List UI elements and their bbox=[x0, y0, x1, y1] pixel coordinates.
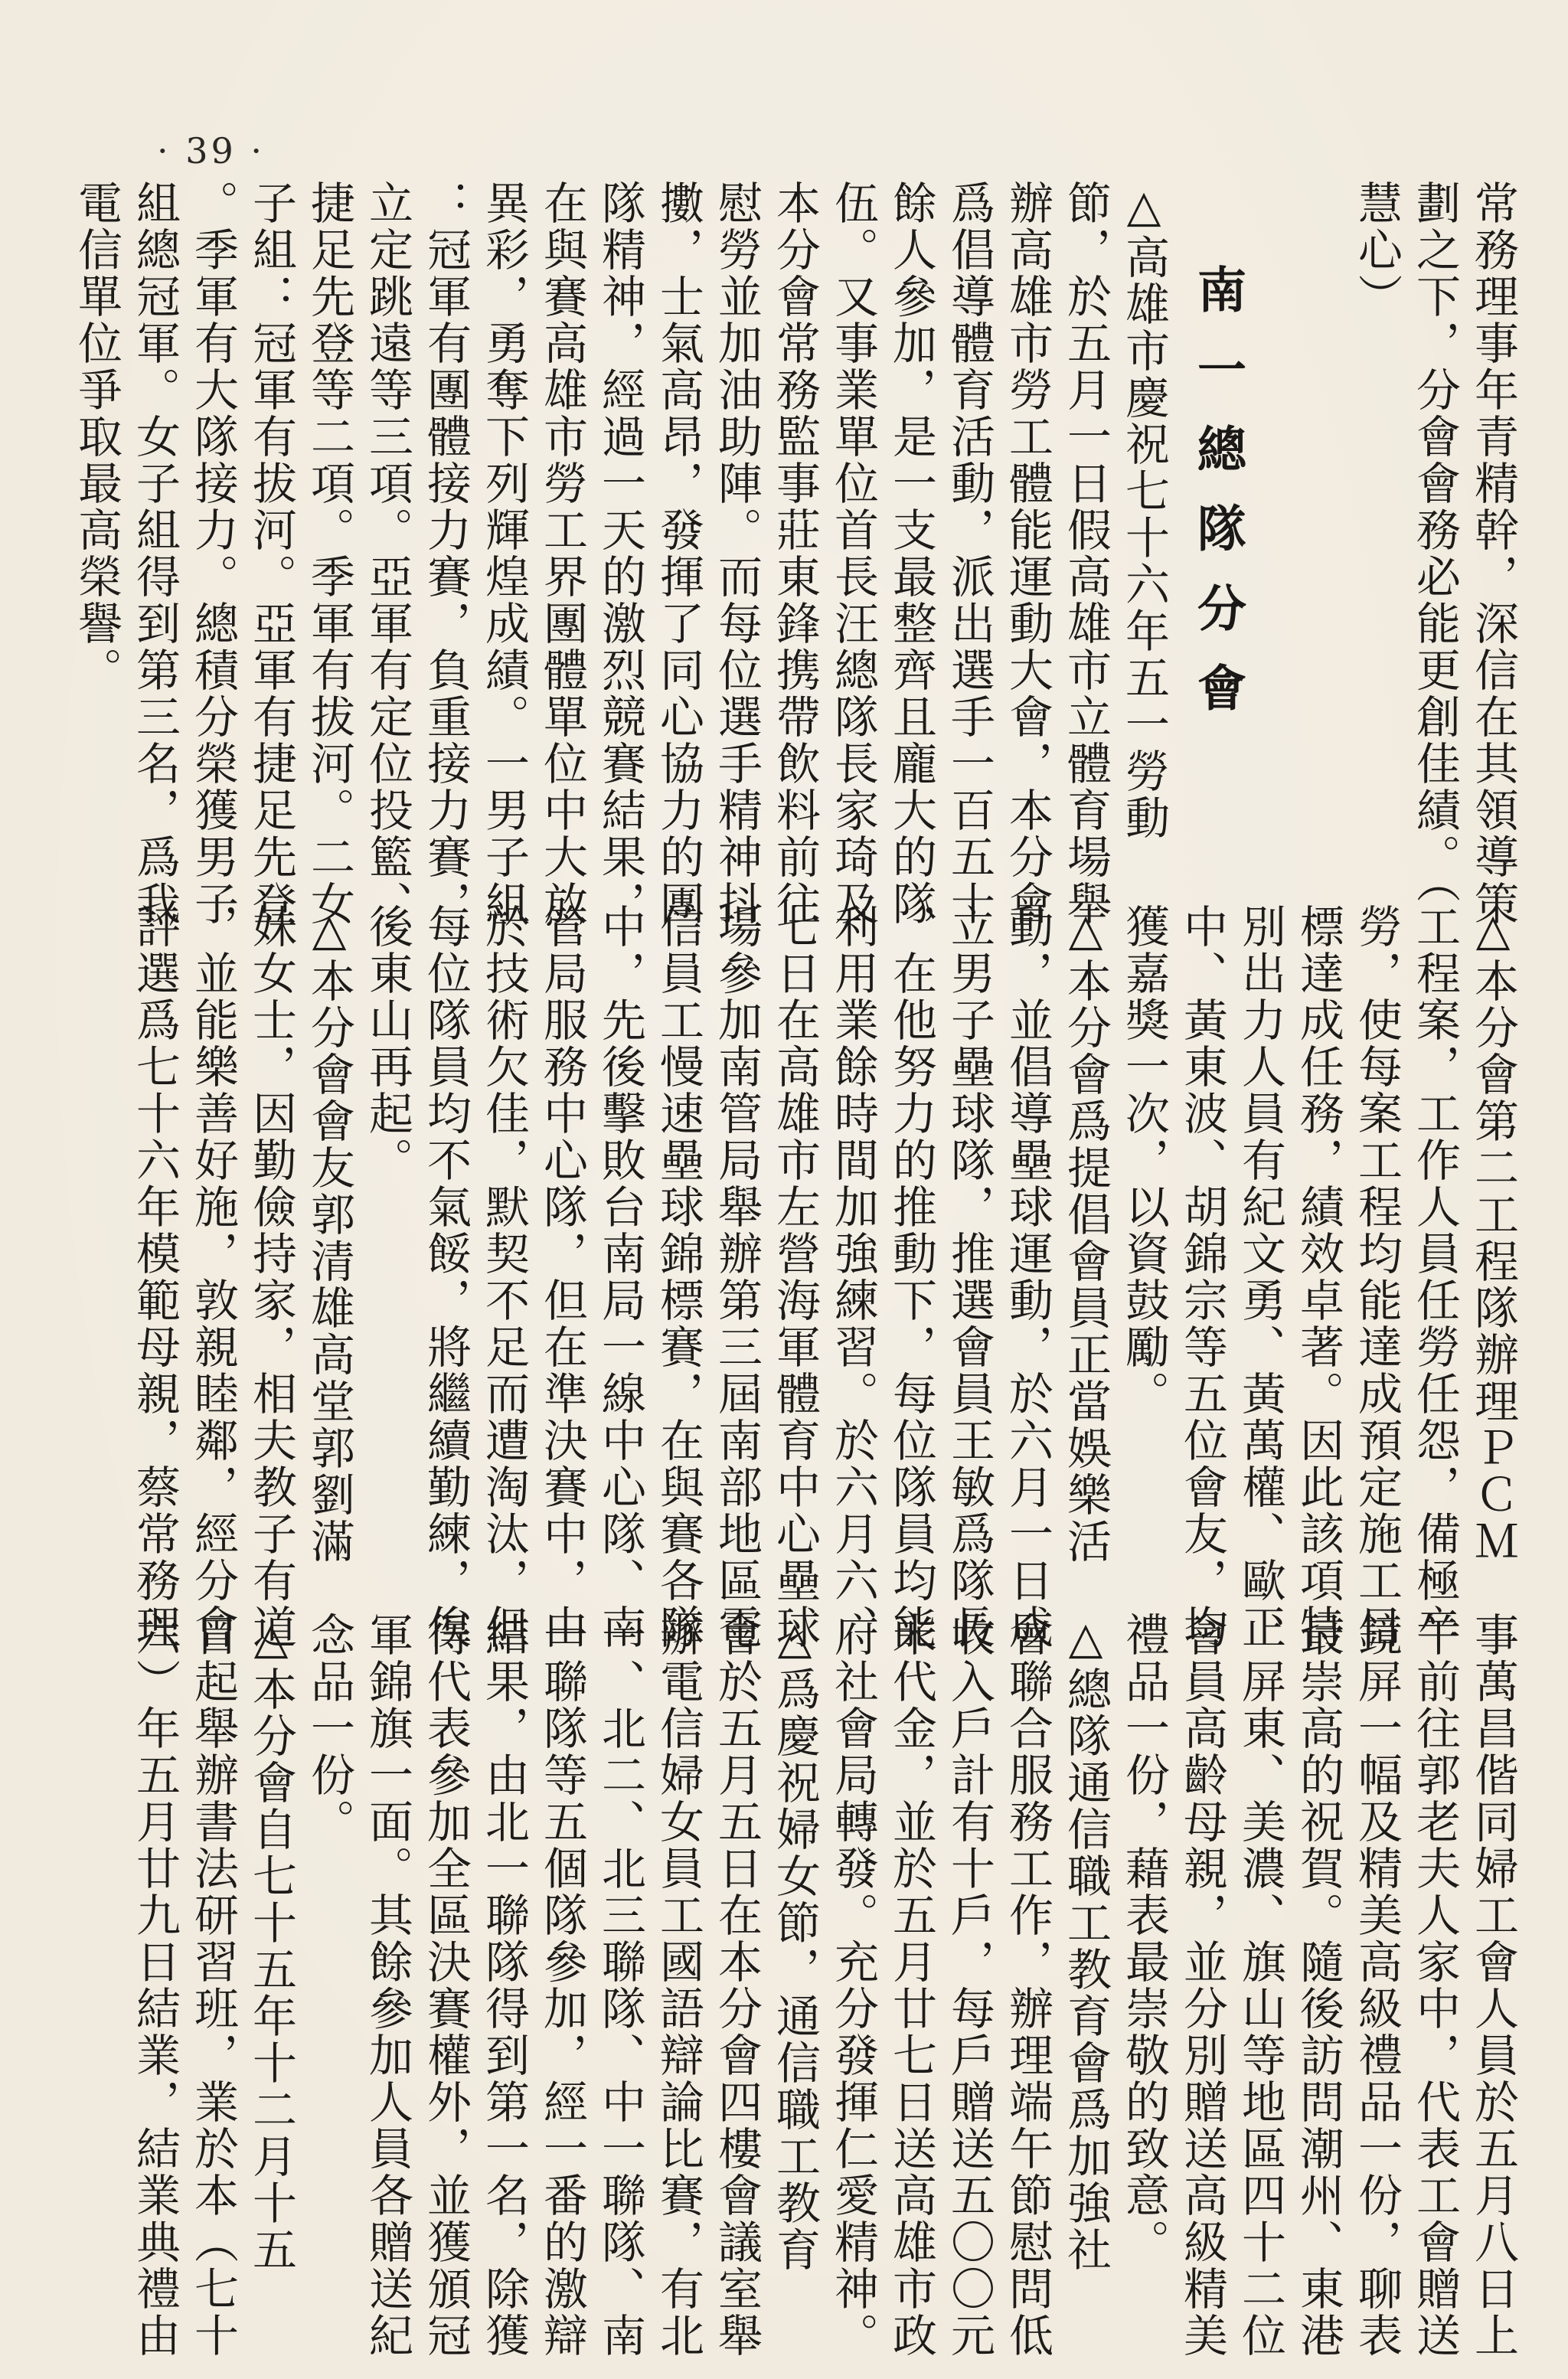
middle-line: 中、黃東波、胡錦宗等五位會友，均 bbox=[1176, 904, 1228, 1651]
bottom-line: 一、北二、北三聯隊、中一聯隊、南 bbox=[594, 1612, 646, 2359]
top-line: 爲倡導體育活動，派出選手一百五十 bbox=[943, 180, 995, 927]
middle-line: △本分會爲提倡會員正當娛樂活 bbox=[1060, 904, 1112, 1565]
top-line: 伍。又事業單位首長汪總隊長家琦及 bbox=[827, 180, 879, 927]
middle-line: 勞，使每案工程均能達成預定施工目 bbox=[1351, 904, 1403, 1651]
top-line: 電信單位爭取最高榮譽。 bbox=[70, 180, 122, 694]
top-line: 子組：冠軍有拔河。亞軍有捷足先登 bbox=[245, 180, 297, 927]
top-line: 異彩，勇奪下列輝煌成績。一男子組 bbox=[478, 180, 530, 927]
top-line: ：冠軍有團體接力賽，負重接力賽， bbox=[420, 180, 472, 927]
bottom-tier-text bbox=[126, 1612, 1522, 2359]
middle-line: △本分會第二工程隊辦理ＰＣＭ bbox=[1467, 904, 1519, 1565]
bottom-line: △本分會自七十五年十二月十五 bbox=[245, 1612, 297, 2273]
middle-line: 場參加南管局舉辦第三屆南部地區電 bbox=[710, 904, 763, 1651]
top-line: 慰勞並加油助陣。而每位選手精神抖 bbox=[710, 180, 763, 927]
top-line: 慧心） bbox=[1351, 180, 1403, 320]
top-line: 擻，士氣高昂，發揮了同心協力的團 bbox=[652, 180, 704, 927]
section-heading: 南一總隊分會 bbox=[1189, 264, 1246, 742]
top-tier-text bbox=[67, 180, 1522, 927]
bottom-line: 禮品一份，藉表最崇敬的致意。 bbox=[1118, 1612, 1170, 2266]
paragraph-start: △高雄市慶祝七十六年五一勞動 bbox=[1118, 180, 1170, 841]
top-line: 本分會常務監事莊東鋒携帶飲料前往 bbox=[769, 180, 821, 927]
bottom-line: 事萬昌偕同婦工會人員於五月八日上 bbox=[1467, 1612, 1519, 2359]
top-line: 。季軍有大隊接力。總積分榮獲男子 bbox=[187, 180, 239, 927]
middle-line: 管局服務中心隊，但在準決賽中，由 bbox=[536, 904, 588, 1651]
bottom-line: 鏡屏一幅及精美高級禮品一份，聊表 bbox=[1351, 1612, 1403, 2359]
middle-line: 別出力人員有紀文勇、黃萬權、歐正 bbox=[1234, 904, 1286, 1651]
bottom-line: 府社會局轉發。充分發揮仁愛精神。 bbox=[827, 1612, 879, 2359]
bottom-line: 辦電信婦女員工國語辯論比賽，有北 bbox=[652, 1612, 704, 2359]
middle-line: 立男子壘球隊，推選會員王敏爲隊長 bbox=[943, 904, 995, 1651]
middle-line: ，並能樂善好施，敦親睦鄰，經分會 bbox=[187, 904, 239, 1651]
middle-line: 利用業餘時間加強練習。於六月六、 bbox=[827, 904, 879, 1651]
top-line: 劃之下，分會會務必能更創佳績。（ bbox=[1409, 180, 1461, 905]
top-line: 組總冠軍。女子組得到第三名，爲我 bbox=[129, 180, 181, 927]
middle-line: 妹女士，因勤儉持家，相夫教子有道 bbox=[245, 904, 297, 1651]
top-line: 在與賽高雄市勞工界團體單位中大放 bbox=[536, 180, 588, 927]
bottom-line: 六）年五月廿九日結業，結業典禮由 bbox=[129, 1612, 181, 2359]
bottom-line: 收入戶計有十戶，每戶贈送五〇〇元 bbox=[943, 1612, 995, 2359]
middle-line: 評選爲七十六年模範母親，蔡常務理 bbox=[129, 904, 181, 1651]
middle-line: △本分會會友郭清雄高堂郭劉滿 bbox=[303, 904, 355, 1565]
middle-line: ，在他努力的推動下，每位隊員均能 bbox=[885, 904, 937, 1651]
bottom-line: 日起舉辦書法研習班，業於本（七十 bbox=[187, 1612, 239, 2359]
bottom-line: 結果，由北一聯隊得到第一名，除獲 bbox=[478, 1612, 530, 2359]
middle-line: 七日在高雄市左營海軍體育中心壘球 bbox=[769, 904, 821, 1651]
middle-line: 後東山再起。 bbox=[361, 904, 413, 1184]
middle-line: 動，並倡導壘球運動，於六月一日成 bbox=[1001, 904, 1054, 1651]
bottom-line: 會員高齡母親，並分別贈送高級精美 bbox=[1176, 1612, 1228, 2359]
bottom-line: 會聯合服務工作，辦理端午節慰問低 bbox=[1001, 1612, 1054, 2359]
bottom-line: △爲慶祝婦女節，通信職工教育 bbox=[769, 1612, 821, 2273]
top-line: 捷足先登等二項。季軍有拔河。二女 bbox=[303, 180, 355, 927]
bottom-line: △總隊通信職工教育會爲加強社 bbox=[1060, 1612, 1112, 2273]
page-number: · 39 · bbox=[157, 130, 266, 172]
top-line: 節，於五月一日假高雄市立體育場舉 bbox=[1060, 180, 1112, 927]
middle-line: 中，先後擊敗台南局一線中心隊、南 bbox=[594, 904, 646, 1651]
top-line: 辦高雄市勞工體能運動大會，本分會 bbox=[1001, 180, 1054, 927]
bottom-line: 得代表參加全區決賽權外，並獲頒冠 bbox=[420, 1612, 472, 2359]
middle-line: 每位隊員均不氣餒，將繼續勤練，俟 bbox=[420, 904, 472, 1651]
middle-line: 於技術欠佳，默契不足而遭淘汰，但 bbox=[478, 904, 530, 1651]
top-line: 隊精神，經過一天的激烈競賽結果， bbox=[594, 180, 646, 927]
middle-line: 工程案，工作人員任勞任怨，備極辛 bbox=[1409, 904, 1461, 1651]
bottom-line: 軍錦旗一面。其餘參加人員各贈送紀 bbox=[361, 1612, 413, 2359]
bottom-line: 米代金，並於五月廿七日送高雄市政 bbox=[885, 1612, 937, 2359]
middle-tier-text bbox=[126, 904, 1522, 1651]
bottom-line: 一聯隊等五個隊參加，經一番的激辯 bbox=[536, 1612, 588, 2359]
bottom-line: 會於五月五日在本分會四樓會議室舉 bbox=[710, 1612, 763, 2359]
top-line: 立定跳遠等三項。亞軍有定位投籃、 bbox=[361, 180, 413, 927]
bottom-line: 午前往郭老夫人家中，代表工會贈送 bbox=[1409, 1612, 1461, 2359]
middle-line: 標達成任務，績效卓著。因此該項特 bbox=[1292, 904, 1344, 1651]
bottom-line: 念品一份。 bbox=[303, 1612, 355, 1845]
top-line: 餘人參加，是一支最整齊且龐大的隊 bbox=[885, 180, 937, 927]
middle-line: 信員工慢速壘球錦標賽，在與賽各隊 bbox=[652, 904, 704, 1651]
bottom-line: 、屏東、美濃、旗山等地區四十二位 bbox=[1234, 1612, 1286, 2359]
top-line: 常務理事年青精幹，深信在其領導策 bbox=[1467, 180, 1519, 927]
middle-line: 獲嘉獎一次，以資鼓勵。 bbox=[1118, 904, 1170, 1417]
bottom-line: 最崇高的祝賀。隨後訪問潮州、東港 bbox=[1292, 1612, 1344, 2359]
